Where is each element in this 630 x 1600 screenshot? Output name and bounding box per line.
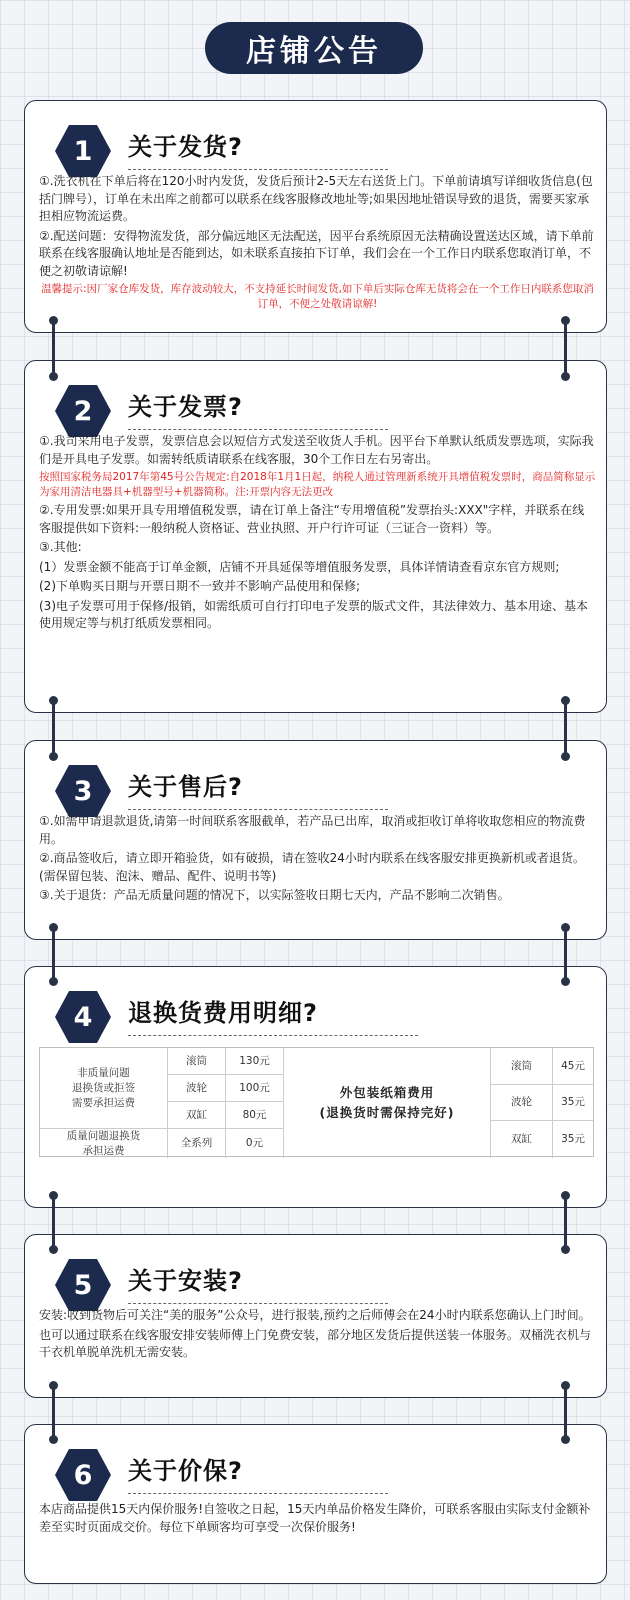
section-shipping [24,100,607,333]
connector-dot [561,752,570,761]
section-heading: 关于发货? [128,127,388,170]
connector-dot [561,1435,570,1444]
section-number-badge: 3 [54,762,112,820]
connector-dot [561,696,570,705]
connector-line [52,927,55,980]
section-heading: 关于发票? [128,387,388,430]
paragraph: ①.洗衣机在下单后将在120小时内发货，发货后预计2-5天左右送货上门。下单前请填写详细收货信息(包括门牌号），订单在未出库之前都可以联系在线客服修改地址等;如果因地址错误导致的退货，需要买家承担相应物流运费。 [39,174,593,223]
connector-dot [561,1245,570,1254]
section-return-fees [24,966,607,1208]
connector-dot [49,372,58,381]
connector-dot [49,752,58,761]
fee-price: 100元 [226,1075,284,1102]
connector-dot [49,923,58,932]
connector-line [52,1385,55,1438]
section-body [39,1307,596,1364]
fee-type: 滚筒 [491,1048,553,1085]
paragraph: ②.商品签收后，请立即开箱验货，如有破损，请在签收24小时内联系在线客服安排更换新机或者退货。(需保留包装、泡沫、赠品、配件、说明书等) [39,851,585,883]
section-number-badge: 4 [54,988,112,1046]
connector-dot [49,1245,58,1254]
fee-price: 0元 [226,1129,284,1158]
fee-packaging-note: 外包装纸箱费用 (退换货时需保持完好) [284,1048,491,1158]
fee-label-quality: 质量问题退换货 承担运费 [40,1129,168,1158]
connector-line [564,1385,567,1438]
section-number-badge: 1 [54,122,112,180]
paragraph: (2)下单购买日期与开票日期不一致并不影响产品使用和保修; [39,579,361,593]
paragraph: ③.其他: [39,540,82,554]
fee-price: 35元 [561,1133,585,1145]
connector-line [52,700,55,755]
paragraph: (1）发票金额不能高于订单金额，店铺不开具延保等增值服务发票，具体详情请查看京东官方规则; [39,559,560,574]
connector-dot [49,1191,58,1200]
warning-notice: 温馨提示:因厂家仓库发货，库存波动较大，不支持延长时间发货,如下单后实际仓库无货将会在一个工作日内联系您取消订单，不便之处敬请谅解! [41,283,594,310]
paragraph: ①.我司采用电子发票，发票信息会以短信方式发送至收货人手机。因平台下单默认纸质发票选项，实际我们是开具电子发票。如需转纸质请联系在线客服，30个工作日左右另寄出。 [39,434,594,466]
connector-line [564,700,567,755]
page-title: 店铺公告 [205,22,423,74]
section-invoice [24,360,607,713]
paragraph: 也可以通过联系在线客服安排安装师傅上门免费安装，部分地区发货后提供送装一体服务。双桶洗衣机与干衣机单脱单洗机无需安装。 [39,1327,592,1359]
section-heading: 关于价保? [128,1451,388,1494]
section-heading: 退换货费用明细? [128,993,418,1036]
section-after-sales [24,740,607,940]
paragraph: ③.关于退货：产品无质量问题的情况下，以实际签收日期七天内，产品不影响二次销售。 [39,888,510,902]
section-number-badge: 5 [54,1256,112,1314]
connector-line [52,1195,55,1248]
paragraph: ②.配送问题：安得物流发货，部分偏远地区无法配送，因平台系统原因无法精确设置送达区域，请下单前联系在线客服确认地址是否能到达，如未联系直接拍下订单，我们会在一个工作日内联系您取消订单，不便之初敬请谅解! [39,228,594,278]
connector-dot [561,372,570,381]
section-number-badge: 2 [54,382,112,440]
paragraph: ②.专用发票:如果开具专用增值税发票，请在订单上备注“专用增值税”发票抬头:XXX"字样，并联系在线客服提供如下资料:一般纳税人资格证、营业执照、开户行许可证（三证合一资料）等。 [39,503,585,535]
fee-price: 80元 [226,1102,284,1129]
fee-type: 滚筒 [168,1048,226,1075]
section-installation [24,1234,607,1398]
connector-dot [561,977,570,986]
section-body [39,173,596,314]
section-price-protection [24,1424,607,1584]
connector-dot [49,316,58,325]
fee-price: 130元 [226,1048,284,1075]
connector-dot [561,1191,570,1200]
section-heading: 关于售后? [128,767,388,810]
fee-type: 双缸 [491,1121,553,1158]
fee-table [39,1047,594,1157]
paragraph: 安装:收到货物后可关注“美的服务”公众号，进行报装,预约之后师傅会在24小时内联系您确认上门时间。 [39,1308,591,1322]
connector-line [564,1195,567,1248]
connector-line [564,320,567,375]
fee-type: 波轮 [168,1075,226,1102]
fee-type: 波轮 [491,1085,553,1121]
connector-dot [561,923,570,932]
fee-type: 双缸 [168,1102,226,1129]
section-number-badge: 6 [54,1446,112,1504]
tax-notice: 按照国家税务局2017年第45号公告规定:自2018年1月1日起，纳税人通过管理新系统开具增值税发票时，商品简称显示为家用清洁电器具+机器型号+机器简称。注:开票内容无法更改 [39,471,596,498]
fee-type: 全系列 [168,1129,226,1158]
connector-dot [561,316,570,325]
paragraph: ①.如需申请退款退货,请第一时间联系客服截单，若产品已出库，取消或拒收订单将收取您相应的物流费用。 [39,814,586,846]
connector-line [564,927,567,980]
section-body [39,813,596,907]
paragraph: (3)电子发票可用于保修/报销，如需纸质可自行打印电子发票的版式文件，其法律效力、基本用途、基本使用规定等与机打纸质发票相同。 [39,598,589,630]
section-heading: 关于安装? [128,1261,388,1304]
fee-price: 45元 [553,1048,593,1085]
fee-price: 35元 [553,1085,593,1121]
section-body [39,433,596,635]
connector-dot [561,1381,570,1390]
connector-dot [49,1381,58,1390]
connector-dot [49,696,58,705]
paragraph: 本店商品提供15天内保价服务!自签收之日起，15天内单品价格发生降价，可联系客服由实际支付金额补差至实时页面成交价。每位下单顾客均可享受一次保价服务! [39,1502,591,1534]
connector-dot [49,977,58,986]
connector-dot [49,1435,58,1444]
fee-label-non-quality: 非质量问题 退换货或拒签 需要承担运费 [40,1048,168,1129]
section-body [39,1501,596,1538]
connector-line [52,320,55,375]
